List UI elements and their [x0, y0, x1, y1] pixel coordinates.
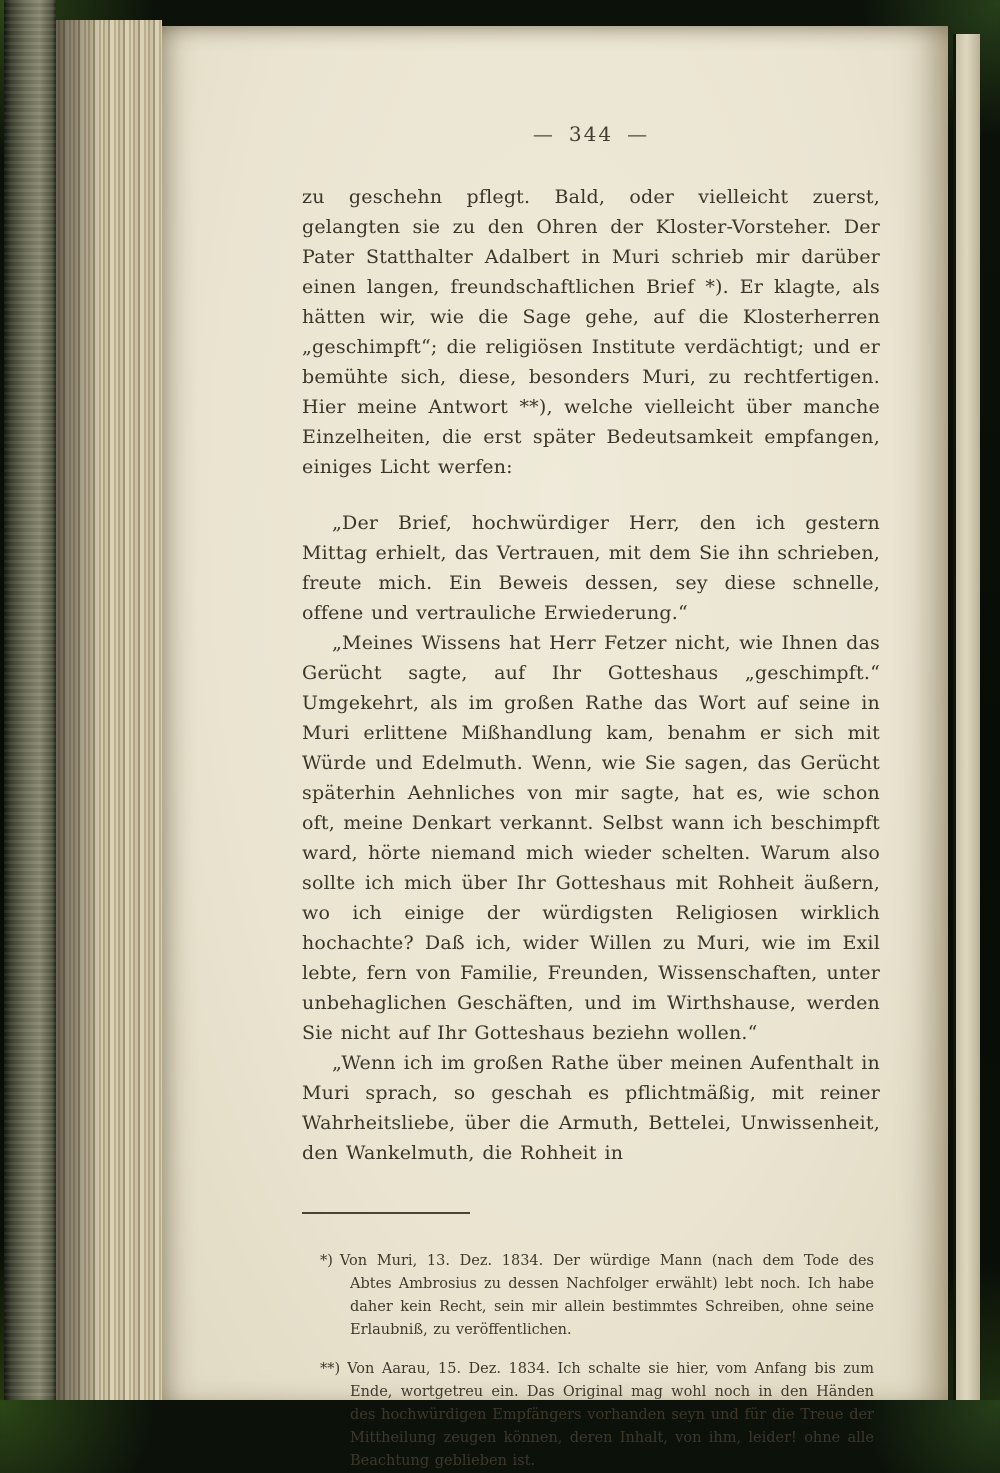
page-number-dash-left: — — [532, 122, 555, 146]
main-text-block — [302, 182, 880, 1168]
page-number-row — [302, 26, 880, 146]
page-edge-stack — [56, 20, 162, 1400]
paragraph: „Der Brief, hochwürdiger Herr, den ich gestern Mittag erhielt, das Vertrauen, mit dem Sie ihn schrieben, freute mich. Ein Beweis dessen, sey diese schnelle, offene und vertrauliche Erwiederung.“ — [302, 512, 880, 624]
paragraph: „Wenn ich im großen Rathe über meinen Aufenthalt in Muri sprach, so geschah es pflichtmäßig, mit reiner Wahrheitsliebe, über die Armuth, Bettelei, Unwissenheit, den Wankelmuth, die Rohheit in — [302, 1052, 880, 1164]
adjacent-page-sliver — [953, 34, 980, 1400]
paragraph: „Meines Wissens hat Herr Fetzer nicht, wie Ihnen das Gerücht sagte, auf Ihr Gotteshaus „geschimpft.“ Umgekehrt, als im großen Rathe das Wort auf seine in Muri erlittene Mißhandlung kam, benahm er sich mit Würde und Edelmuth. Wenn, wie Sie sagen, das Gerücht späterhin Aehnliches von mir sagte, hat es, wie schon oft, meine Denkart verkannt. Selbst wann ich beschimpft ward, hörte niemand mich wieder schelten. Warum also sollte ich mich über Ihr Gotteshaus mit Rohheit äußern, wo ich einige der würdigsten Religiosen wirklich hochachte? Daß ich, wider Willen zu Muri, wie im Exil lebte, fern von Familie, Freunden, Wissenschaften, unter unbehaglichen Geschäften, und im Wirthshause, werden Sie nicht auf Ihr Gotteshaus beziehn wollen.“ — [302, 632, 880, 1044]
page-content — [302, 26, 880, 1473]
footnote-text: Von Aarau, 15. Dez. 1834. Ich schalte sie hier, vom Anfang bis zum Ende, wortgetreu ein. Das Original mag wohl noch in den Händen des hochwürdigen Empfängers vorhanden seyn und für die Treue der Mittheilung zeugen können, deren Inhalt, von ihm, leider! ohne alle Beachtung geblieben ist. — [347, 1361, 874, 1469]
footnote — [320, 1358, 874, 1473]
page-number: 344 — [568, 122, 614, 146]
footnote-marker: *) — [320, 1253, 333, 1269]
footnote-separator — [302, 1212, 470, 1214]
footnote-text: Von Muri, 13. Dez. 1834. Der würdige Mann (nach dem Tode des Abtes Ambrosius zu dessen Nachfolger erwählt) lebt noch. Ich habe daher kein Recht, sein mir allein bestimmtes Schreiben, ohne seine Erlaubniß, zu veröffentlichen. — [339, 1253, 874, 1338]
footnote — [320, 1250, 874, 1342]
paragraph: zu geschehn pflegt. Bald, oder vielleicht zuerst, gelangten sie zu den Ohren der Kloster-Vorsteher. Der Pater Statthalter Adalbert in Muri schrieb mir darüber einen langen, freundschaftlichen Brief *). Er klagte, als hätten wir, wie die Sage gehe, auf die Klosterherren „geschimpft“; die religiösen Institute verdächtigt; und er bemühte sich, diese, besonders Muri, zu rechtfertigen. Hier meine Antwort **), welche vielleicht über manche Einzelheiten, die erst später Bedeutsamkeit empfangen, einiges Licht werfen: — [302, 186, 880, 478]
footnote-block — [302, 1250, 880, 1473]
scanned-page — [162, 26, 948, 1469]
page-number-dash-right: — — [627, 122, 650, 146]
book-spine-edge — [4, 0, 56, 1400]
footnote-marker: **) — [320, 1361, 341, 1377]
